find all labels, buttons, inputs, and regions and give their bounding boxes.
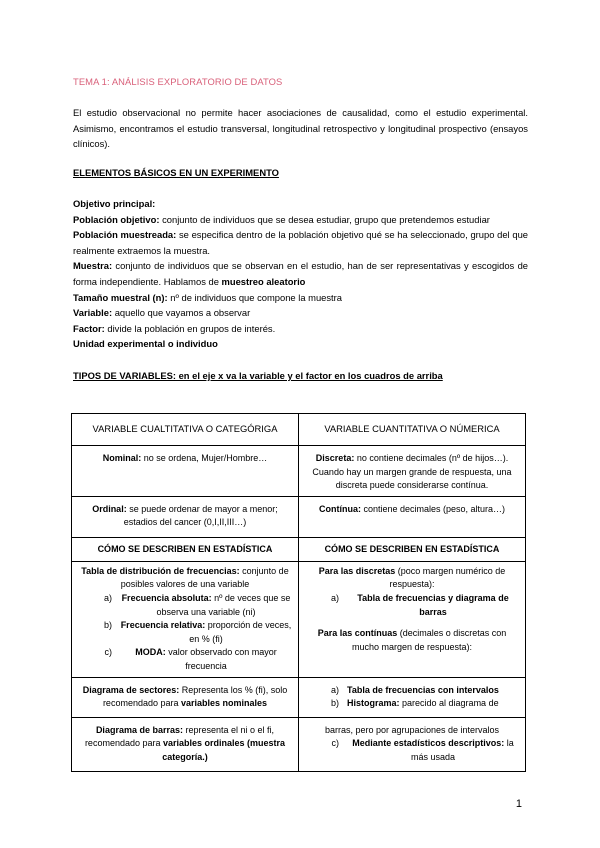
definitions-block: [73, 196, 528, 352]
cell-continua: Contínua: contiene decimales (peso, altura…): [299, 496, 526, 537]
variables-table: [71, 413, 526, 772]
tabla-distribucion-text: Tabla de distribución de frecuencias: conjunto de posibles valores de una variable: [81, 565, 289, 590]
header-describe-right: CÓMO SE DESCRIBEN EN ESTADÍSTICA: [299, 537, 526, 561]
def-tamano-muestral: Tamaño muestral (n): nº de individuos que compone la muestra: [73, 291, 343, 303]
frecuencias-list: [78, 592, 292, 674]
def-unidad-experimental: Unidad experimental o individuo: [73, 338, 218, 350]
cell-sectores: Diagrama de sectores: Representa los % (fi), solo recomendado para variables nominales: [72, 677, 299, 717]
cell-barras: Diagrama de barras: representa el ni o el fi, recomendado para variables ordinales (muestra categoría.): [72, 717, 299, 771]
list-item: a) Frecuencia absoluta: nº de veces que se observa una variable (ni): [103, 592, 291, 617]
continuas-text: Para las contínuas (decimales o discretas con mucho margen de respuesta):: [317, 628, 507, 652]
list-item: c) MODA: valor observado con mayor frecuencia: [104, 647, 277, 671]
discretas-text: Para las discretas (poco margen numérico de respuesta):: [318, 565, 506, 590]
cell-tabla-distribucion: [72, 561, 299, 677]
list-item: c) Mediante estadísticos descriptivos: la más usada: [331, 738, 514, 762]
cell-discreta: Discreta: no contiene decimales (nº de hijos…). Cuando hay un margen grande de respuesta, una discreta puede considerarse contínua.: [299, 446, 526, 497]
header-describe-left: CÓMO SE DESCRIBEN EN ESTADÍSTICA: [72, 537, 299, 561]
header-cuantitativa: VARIABLE CUANTITATIVA O NÚMERICA: [299, 414, 526, 446]
list-item: b) Histograma: parecido al diagrama de: [330, 698, 499, 709]
def-factor: Factor: divide la población en grupos de interés.: [73, 322, 276, 334]
def-poblacion-muestreada: Población muestreada: se especifica dentro de la población objetivo qué se ha seleccionado, grupo del que realmente extraemos la muestra.: [73, 229, 528, 256]
discretas-item: a) Tabla de frecuencias y diagrama de barras: [330, 592, 509, 617]
objetivo-principal: Objetivo principal:: [73, 198, 156, 209]
cell-estadisticos: [299, 717, 526, 771]
list-item: a) Tabla de frecuencias con intervalos: [330, 684, 499, 695]
cell-nominal: Nominal: no se ordena, Mujer/Hombre…: [72, 446, 299, 497]
header-cualitativa: VARIABLE CUALTITATIVA O CATEGÓRIGA: [72, 414, 299, 446]
def-poblacion-objetivo: Población objetivo: conjunto de individuos que se desea estudiar, grupo que pretendemos estudiar: [73, 213, 490, 225]
section-heading-elementos: ELEMENTOS BÁSICOS EN UN EXPERIMENTO: [73, 167, 279, 178]
barras-intervalos-text: barras, pero por agrupaciones de intervalos: [324, 724, 500, 735]
page-number: 1: [515, 798, 522, 810]
cell-discretas-continuas: [299, 561, 526, 677]
section-heading-tipos: TIPOS DE VARIABLES: en el eje x va la variable y el factor en los cuadros de arriba: [73, 370, 443, 381]
intro-paragraph: El estudio observacional no permite hacer asociaciones de causalidad, como el estudio experimental. Asimismo, encontramos el estudio transversal, longitudinal retrospectivo y longitudinal prospectivo (ensayos clínicos).: [73, 107, 528, 150]
document-title: TEMA 1: ANÁLISIS EXPLORATORIO DE DATOS: [73, 76, 283, 87]
cell-continuas-items: [299, 677, 526, 717]
def-variable: Variable: aquello que vayamos a observar: [73, 307, 251, 319]
list-item: b) Frecuencia relativa: proporción de veces, en % (fi): [103, 620, 292, 644]
def-muestra: Muestra: conjunto de individuos que se observan en el estudio, han de ser representativas y escogidos de forma independiente. Hablamos de muestreo aleatorio: [73, 260, 528, 287]
cell-ordinal: Ordinal: se puede ordenar de mayor a menor; estadios del cancer (0,I,II,III…): [72, 496, 299, 537]
